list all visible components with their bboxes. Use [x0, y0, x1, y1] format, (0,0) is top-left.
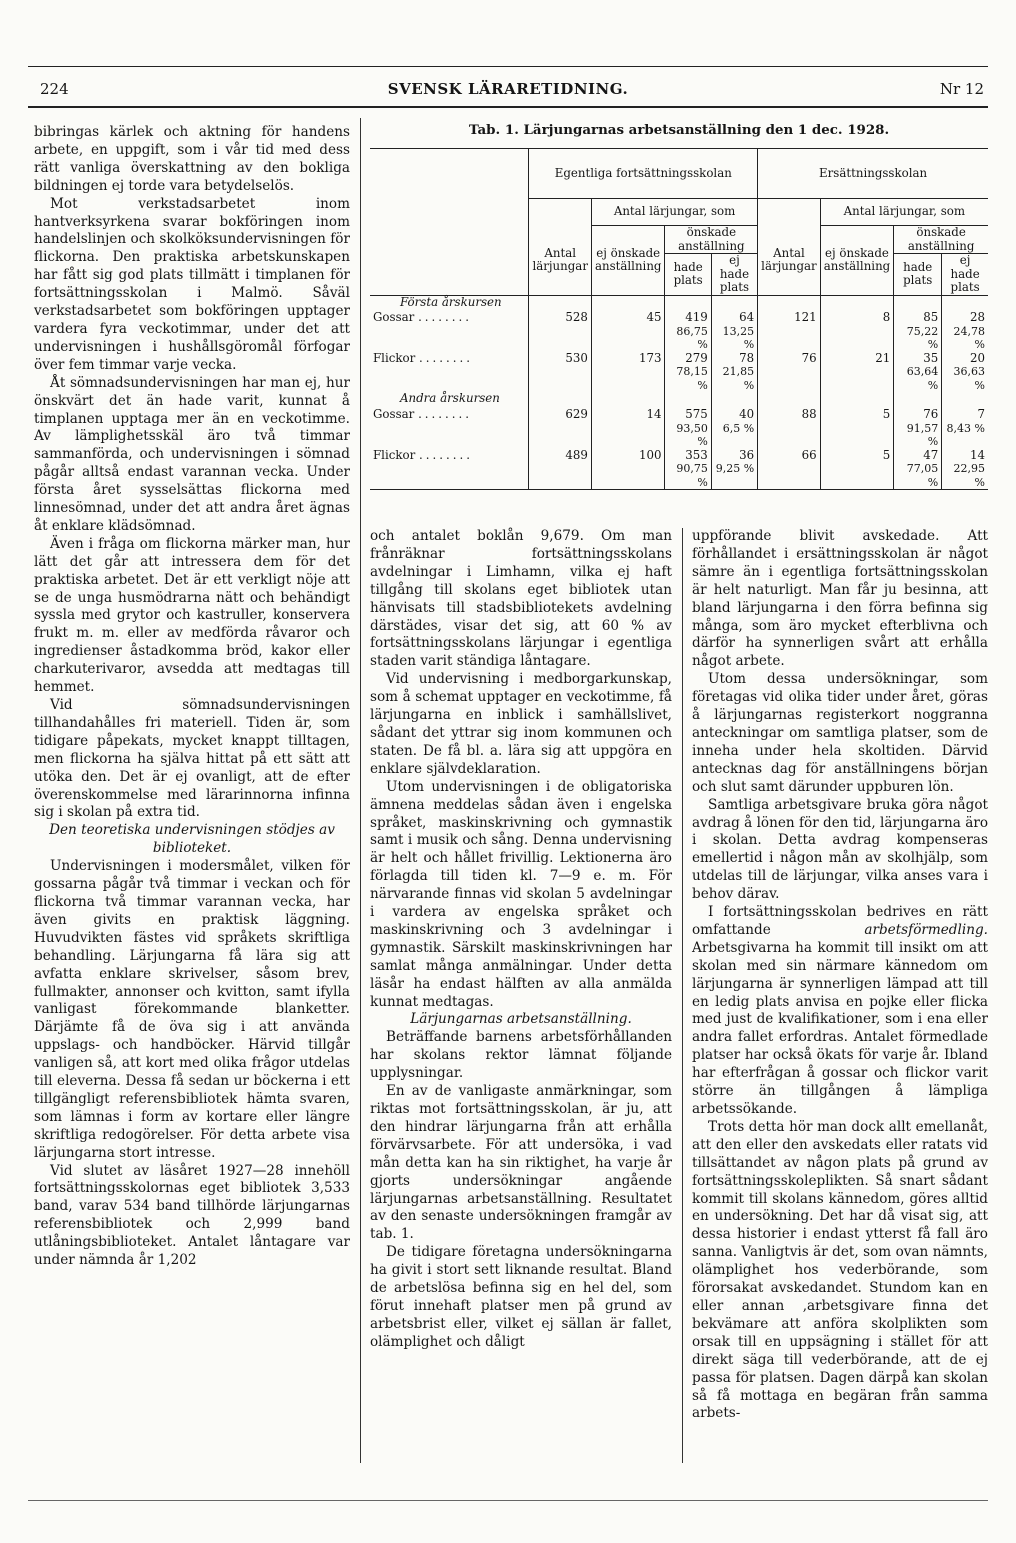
employment-table: [370, 148, 988, 490]
col-header-ej-onskade: ej önskade anställning: [591, 226, 665, 296]
column-3: [692, 528, 988, 1423]
column-divider: [360, 118, 361, 1463]
paragraph: Trots detta hör man dock allt emellanåt, att den eller den avskedats eller ratats vid tillsättandet av någon plats på grund av fortsättningsskoleplikten. Så snart sådant kommit till skolans kännedom, göres alltid en undersökning. Det har då visat sig, att dessa historier i endast ytterst få fall äro sanna. Vanligtvis är det, som ovan nämnts, olämplighet hos vederbörande, som förorsakat avskedandet. Stundom kan en eller annan ,arbetsgivare finna det bekvämare att anföra skolplikten som orsak till en uppsägning i stället för att direkt säga till vederbörande, att de ej passa för platsen. Dagen därpå kan skolan så få mottaga en begäran från samma arbets-: [692, 1118, 988, 1422]
table-row: Flickor ........ 489 100 353 90,75 % 36 9,25 % 66 5 47 77,05 % 14 22,95 %: [370, 449, 988, 490]
table-group-header: Egentliga fortsättningsskolan: [529, 149, 758, 199]
paragraph: Utom undervisningen i de obligatoriska ämnena meddelas sådan även i engelska språket, maskinskrivning och gymnastik samt i musik och sång. Denna undervisning är helt och hållet frivillig. Lektionerna äro förlagda till tiden kl. 7—9 e. m. För närvarande finnas vid skolan 5 avdelningar i vardera av engelska språket och maskinskrivning och 3 avdelningar i gymnastik. Särskilt maskinskrivningen har samlat många anmälningar. Under detta läsår ha endast hälften av alla anmälda kunnat medtagas.: [370, 778, 672, 1010]
paragraph: Beträffande barnens arbetsförhållanden har skolans rektor lämnat följande upplysningar.: [370, 1029, 672, 1082]
paragraph: bibringas kärlek och aktning för handens arbete, en uppgift, som i vår tid med dess rätt vanliga överskattning av den bokliga bildningen ej torde vara betydelselös.: [34, 124, 350, 194]
section-subheading: Lärjungarnas arbetsanställning.: [410, 1011, 632, 1028]
paragraph: Samtliga arbetsgivare bruka göra något avdrag å lönen för den tid, lärjungarna äro i skolan. Detta avdrag kompenseras emellertid i någon mån av skolhjälp, som utdelas till de lärjungar, vilka anses vara i behov därav.: [692, 796, 988, 903]
table-section-label: Första årskursen: [370, 295, 529, 311]
paragraph: Åt sömnadsundervisningen har man ej, hur önskvärt det än hade varit, kunnat å timplanen upptaga mer än en veckotimme. Av lämplighetsskäl äro två timmar sammanförda, och undervisningen i sömnad pågår alltså endast varannan vecka. Under första året sysselsättas flickorna med linnesömnad, under det att andra året ägnas åt enklare klädsömnad.: [34, 374, 350, 534]
paragraph: Vid slutet av läsåret 1927—28 innehöll fortsättningsskolornas eget bibliotek 3,533 band, varav 534 band tillhörde lärjungarnas referensbibliotek och 2,999 band utlåningsbiblioteket. Antalet låntagare var under nämnda år 1,202: [34, 1162, 350, 1269]
table-corner: [370, 149, 529, 199]
paragraph: I fortsättningsskolan bedrives en rätt omfattande arbetsförmedling. Arbetsgivarna ha kommit till insikt om att skolan med sin närmare kännedom om lärjungarna är synnerligen lämpad att till en ledig plats anvisa en pojke eller flicka med just de kvalifikationer, som i ena eller andra fallet erfordras. Antalet förmedlade platser har också ökats för varje år. Ibland har efterfrågan å gossar och flickor varit större än tillgången å lämpliga arbetssökande.: [692, 904, 988, 1117]
table-section-label: Andra årskursen: [400, 391, 500, 405]
table-row: Gossar ........ 528 45 419 86,75 % 64 13,25 % 121 8 85 75,22 % 28 24,78 %: [370, 311, 988, 352]
col-header-ej-onskade: ej önskade anställning: [820, 226, 894, 296]
header-rule: [28, 106, 988, 108]
page-number: 224: [40, 80, 69, 98]
col-header-hade-plats: hade plats: [665, 254, 711, 296]
paragraph: Vid sömnadsundervisningen tillhandahålles fri materiell. Tiden är, som tidigare påpekats, mycket knappt tilltagen, men flickorna ha själva hittat på ett sätt att utöka den. Det är ej ovanligt, att de efter överenskommelse med lärarinnorna infinna sig i skolan på extra tid.: [34, 697, 350, 821]
page-header: [28, 80, 988, 102]
paragraph: Undervisningen i modersmålet, vilken för gossarna pågår två timmar i veckan och för flickorna två timmar varannan vecka, har även givits en praktisk läggning. Huvudvikten fästes vid språkets skriftliga behandling. Lärjungarna få lära sig att avfatta enklare skrivelser, såsom brev, fullmakter, annonser och kvitton, samt ifylla vanligast förekommande blanketter. Därjämte få de öva sig i att använda uppslags- och handböcker. Härvid tillgår vanligen så, att kort med olika frågor utdelas till eleverna. Dessa få sedan ur böckerna i ett tillgängligt referensbibliotek hämta svaren, som lämnas i form av kortare eller längre skriftliga redogörelser. För detta arbete visa lärjungarna stort intresse.: [34, 858, 350, 1161]
table-subgroup-header: Antal lärjungar, som: [591, 199, 757, 226]
issue-number: Nr 12: [939, 80, 984, 98]
column-1: [34, 124, 350, 1270]
paragraph: De tidigare företagna undersökningarna ha givit i stort sett liknande resultat. Bland de arbetslösa befinna sig en hel del, som förut innehaft platser men på grund av arbetsbrist eller, vilket ej sällan är fallet, olämplighet och dåligt: [370, 1244, 672, 1350]
col-header-ej-hade-plats: ej hade plats: [942, 254, 988, 296]
section-subheading: Den teoretiska undervisningen stödjes av biblioteket.: [49, 822, 335, 857]
col-header-antal: Antal lärjungar: [758, 226, 821, 296]
column-2: [370, 528, 672, 1352]
paragraph: och antalet boklån 9,679. Om man frånräknar fortsättningsskolans avdelningar i Limhamn, vilka ej haft tillgång till skolans eget bibliotek utan hänvisats till stadsbibliotekets avdelning därstädes, visar det sig, att 60 % av fortsättningsskolans lärjungar i egentliga staden varit ständiga låntagare.: [370, 528, 672, 670]
paragraph: En av de vanligaste anmärkningar, som riktas mot fortsättningsskolan, är ju, att den hindrar lärjungarna från att erhålla förvärvsarbete. För att undersöka, i vad mån detta kan ha sin riktighet, ha varje år gjorts undersökningar angående lärjungarnas arbetsanställning. Resultatet av den senaste undersökningen framgår av tab. 1.: [370, 1083, 672, 1243]
paragraph: Mot verkstadsarbetet inom hantverksyrkena svarar bokföringen inom handelslinjen och skolköksundervisningen för flickorna. Den praktiska arbetskunskapen har fått sig god plats tillmätt i timplanen för fortsättningsskolan i Malmö. Såväl verkstadsarbetet som bokföringen upptager vardera fyra veckotimmar, under det att undervisningen i hushållsgöromål förfogar över fem timmar varje vecka.: [34, 195, 350, 373]
bottom-rule: [28, 1500, 988, 1501]
table-subgroup-header: Antal lärjungar, som: [820, 199, 988, 226]
paragraph: Även i fråga om flickorna märker man, hur lätt det går att intressera dem för det praktiska arbetet. Det är ett verkligt nöje att se de unga husmödrarna nätt och behändigt syssla med grytor och kastruller, konservera frukt m. m. eller av medförda råvaror och ingredienser åstadkomma bröd, kakor eller charkuterivaror, avsedda att medtagas till hemmet.: [34, 535, 350, 696]
table-caption: Tab. 1. Lärjungarnas arbetsanställning den 1 dec. 1928.: [468, 122, 890, 138]
paragraph: uppförande blivit avskedade. Att förhållandet i ersättningsskolan är något sämre än i egentliga fortsättningsskolan är helt naturligt. Man får ju besinna, att bland lärjungarna i den förra befinna sig många, som äro mycket efterblivna och därför ha synnerligen svårt att erhålla något arbete.: [692, 528, 988, 670]
col-header-hade-plats: hade plats: [894, 254, 942, 296]
col-header-ej-hade-plats: ej hade plats: [711, 254, 757, 296]
column-divider: [682, 528, 683, 1463]
table-group-header: Ersättningsskolan: [758, 149, 988, 199]
col-header-onskade: önskade anställning: [665, 226, 758, 254]
table-row: Gossar ........ 629 14 575 93,50 % 40 6,5 % 88 5 76 91,57 % 7 8,43 %: [370, 408, 988, 449]
table-row: Flickor ........ 530 173 279 78,15 % 78 21,85 % 76 21 35 63,64 % 20 36,63 %: [370, 352, 988, 393]
col-header-onskade: önskade anställning: [894, 226, 988, 254]
top-rule: [28, 66, 988, 67]
paragraph: Vid undervisning i medborgarkunskap, som å schemat upptager en veckotimme, få lärjungarna en inblick i samhällslivet, sådant det yttrar sig inom kommunen och staten. De få bl. a. lära sig att uppgöra en enklare självdeklaration.: [370, 671, 672, 777]
journal-title: SVENSK LÄRARETIDNING.: [387, 80, 629, 98]
col-header-antal: Antal lärjungar: [529, 226, 592, 296]
paragraph: Utom dessa undersökningar, som företagas vid olika tider under året, göras å lärjungarnas registerkort noggranna anteckningar om samtliga platser, som de inneha under hela skoltiden. Därvid antecknas dag för anställningens början och slut samt därunder uppburen lön.: [692, 671, 988, 795]
